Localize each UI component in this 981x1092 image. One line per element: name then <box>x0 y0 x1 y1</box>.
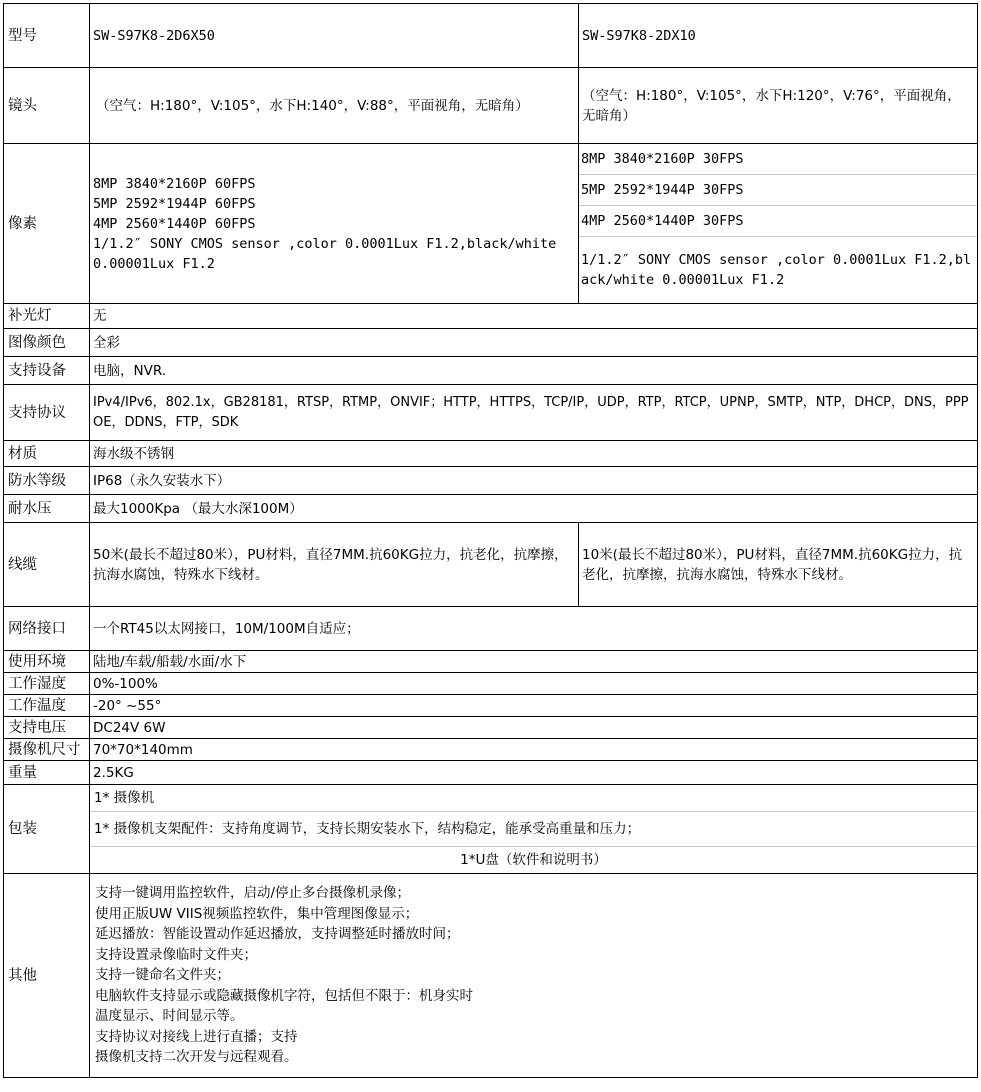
model-b-value: SW-S97K8-2DX10 <box>579 4 978 68</box>
pixels-a-line: 4MP 2560*1440P 60FPS <box>93 215 256 232</box>
label-size: 摄像机尺寸 <box>4 739 90 761</box>
row-image-color <box>4 329 978 357</box>
label-model: 型号 <box>4 4 90 68</box>
label-package: 包装 <box>4 785 90 874</box>
label-protocols: 支持协议 <box>4 385 90 441</box>
package-line: 1*U盘（软件和说明书） <box>90 846 977 873</box>
row-fill-light <box>4 304 978 329</box>
humidity-value: 0%-100% <box>90 673 978 695</box>
size-value: 70*70*140mm <box>90 739 978 761</box>
pixels-b-line: 1/1.2″ SONY CMOS sensor ,color 0.0001Lux F1.2,black/white 0.00001Lux F1.2 <box>579 236 977 303</box>
row-package <box>4 785 978 874</box>
pixels-b-line: 5MP 2592*1944P 30FPS <box>579 174 977 205</box>
pixels-a-cell <box>90 144 579 304</box>
spec-table <box>3 3 978 1078</box>
others-line: 摄像机支持二次开发与远程观看。 <box>95 1049 298 1066</box>
fill-light-value: 无 <box>90 304 978 329</box>
others-line: 使用正版UW VIIS视频监控软件，集中管理图像显示； <box>95 905 419 922</box>
row-temperature <box>4 695 978 717</box>
label-network: 网络接口 <box>4 607 90 651</box>
label-devices: 支持设备 <box>4 357 90 385</box>
others-cell <box>90 874 978 1078</box>
package-line: 1* 摄像机支架配件：支持角度调节，支持长期安装水下，结构稳定，能承受高重量和压力； <box>90 811 977 846</box>
row-humidity <box>4 673 978 695</box>
weight-value: 2.5KG <box>90 761 978 785</box>
others-line: 支持一键命名文件夹； <box>95 967 230 984</box>
label-material: 材质 <box>4 441 90 467</box>
temperature-value: -20° ~55° <box>90 695 978 717</box>
lens-a-value: （空气：H:180°，V:105°，水下H:140°，V:88°，平面视角，无暗角） <box>90 68 579 144</box>
package-cell <box>90 785 978 874</box>
label-image-color: 图像颜色 <box>4 329 90 357</box>
row-material <box>4 441 978 467</box>
label-lens: 镜头 <box>4 68 90 144</box>
label-fill-light: 补光灯 <box>4 304 90 329</box>
row-environment <box>4 651 978 673</box>
cable-b-value: 10米(最长不超过80米），PU材料，直径7MM.抗60KG拉力，抗老化，抗摩擦，抗海水腐蚀，特殊水下线材。 <box>579 523 978 607</box>
row-cable <box>4 523 978 607</box>
label-environment: 使用环境 <box>4 651 90 673</box>
environment-value: 陆地/车载/船载/水面/水下 <box>90 651 978 673</box>
row-devices <box>4 357 978 385</box>
model-a-value: SW-S97K8-2D6X50 <box>90 4 579 68</box>
image-color-value: 全彩 <box>90 329 978 357</box>
voltage-value: DC24V 6W <box>90 717 978 739</box>
row-weight <box>4 761 978 785</box>
row-waterproof <box>4 467 978 495</box>
package-line: 1* 摄像机 <box>94 790 155 806</box>
label-waterproof: 防水等级 <box>4 467 90 495</box>
pixels-b-line: 8MP 3840*2160P 30FPS <box>581 151 744 167</box>
row-lens <box>4 68 978 144</box>
others-line: 支持设置录像临时文件夹； <box>95 946 257 963</box>
row-pixels <box>4 144 978 304</box>
pixels-a-line: 5MP 2592*1944P 60FPS <box>93 195 256 212</box>
others-line: 延迟播放：智能设置动作延迟播放，支持调整延时播放时间； <box>95 926 460 943</box>
label-weight: 重量 <box>4 761 90 785</box>
row-protocols <box>4 385 978 441</box>
pixels-a-line: 1/1.2″ SONY CMOS sensor ,color 0.0001Lux F1.2,black/white 0.00001Lux F1.2 <box>93 235 557 272</box>
material-value: 海水级不锈钢 <box>90 441 978 467</box>
label-humidity: 工作湿度 <box>4 673 90 695</box>
label-temperature: 工作温度 <box>4 695 90 717</box>
protocols-value: IPv4/IPv6，802.1x，GB28181，RTSP，RTMP，ONVIF；HTTP，HTTPS，TCP/IP，UDP，RTP，RTCP，UPNP，SMTP，NTP，DHCP，DNS，PPPOE，DDNS，FTP，SDK <box>90 385 978 441</box>
label-others: 其他 <box>4 874 90 1078</box>
label-pixels: 像素 <box>4 144 90 304</box>
row-model <box>4 4 978 68</box>
network-value: 一个RT45以太网接口，10M/100M自适应； <box>90 607 978 651</box>
label-pressure: 耐水压 <box>4 495 90 523</box>
label-voltage: 支持电压 <box>4 717 90 739</box>
pressure-value: 最大1000Kpa （最大水深100M） <box>90 495 978 523</box>
lens-b-value: （空气：H:180°，V:105°，水下H:120°，V:76°，平面视角，无暗角） <box>579 68 978 144</box>
row-size <box>4 739 978 761</box>
pixels-a-line: 8MP 3840*2160P 60FPS <box>93 175 256 192</box>
waterproof-value: IP68（永久安装水下） <box>90 467 978 495</box>
cable-a-value: 50米(最长不超过80米），PU材料，直径7MM.抗60KG拉力，抗老化，抗摩擦，抗海水腐蚀，特殊水下线材。 <box>90 523 579 607</box>
pixels-b-cell <box>579 144 978 304</box>
devices-value: 电脑，NVR. <box>90 357 978 385</box>
others-line: 电脑软件支持显示或隐藏摄像机字符，包括但不限于：机身实时 <box>95 987 473 1004</box>
others-line: 支持一键调用监控软件，启动/停止多台摄像机录像； <box>95 885 411 902</box>
others-line: 温度显示、时间显示等。 <box>95 1008 244 1025</box>
row-others <box>4 874 978 1078</box>
row-network <box>4 607 978 651</box>
row-voltage <box>4 717 978 739</box>
row-pressure <box>4 495 978 523</box>
pixels-b-line: 4MP 2560*1440P 30FPS <box>579 205 977 236</box>
others-line: 支持协议对接线上进行直播；支持 <box>95 1028 298 1045</box>
label-cable: 线缆 <box>4 523 90 607</box>
